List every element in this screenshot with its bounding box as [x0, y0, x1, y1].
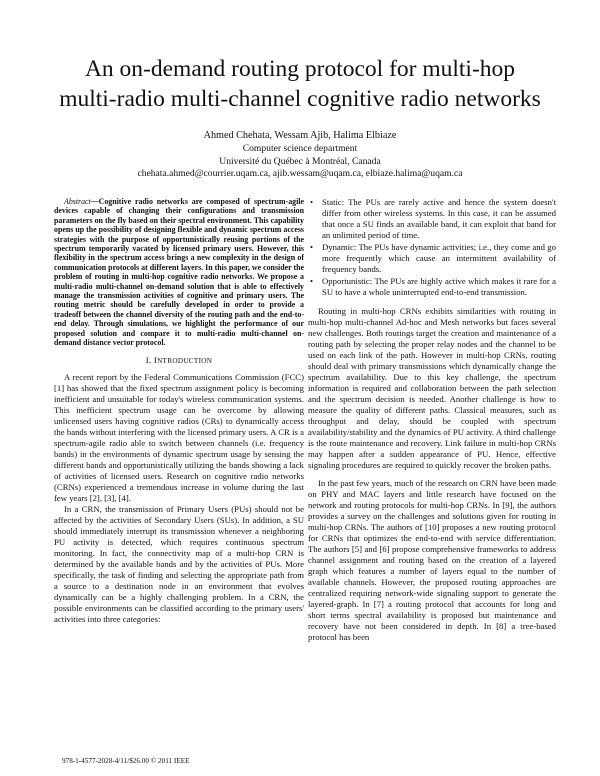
- list-item: [308, 276, 556, 298]
- abstract: [54, 197, 304, 348]
- right-paragraph-1: Routing in multi-hop CRNs exhibits similarities with routing in multi-hop multi-channel Ad-hoc and Mesh networks but faces several new challenges. Both routings target the creation and maintenance of a routing path by selecting the proper relay nodes and the channel to be used on each link of the path. However in multi-hop CRNs, routing should deal with primary transmissions which dynamically change the spectrum availability. Due to this key challenge, the spectrum information is required and collaboration between the path selection and the spectrum decision is needed. Another challenge is how to measure the quality of different paths. Classical measures, such as throughput and delay, should be coupled with spectrum availability/stability and the dynamics of PU activity. A third challenge is the route maintenance and recovery. Link failure in multi-hop CRNs may happen after a sudden appearance of PU. Hence, effective signaling procedures are required to quickly recover the broken paths.: [308, 306, 556, 470]
- bullet-icon: •: [310, 197, 314, 207]
- title-line-2: multi-radio multi-channel cognitive radio networks: [59, 86, 541, 112]
- paragraph-gap: [308, 471, 556, 478]
- bullet-icon: •: [310, 276, 314, 286]
- university: Université du Québec à Montréal, Canada: [219, 155, 381, 167]
- bullet-icon: •: [310, 242, 314, 252]
- list-item: [308, 197, 556, 241]
- right-column: [308, 197, 556, 643]
- department: Computer science department: [242, 142, 358, 154]
- section-heading-introduction: [54, 355, 304, 367]
- category-static: Static: The PUs are rarely active and hence the system doesn't differ from other wireless systems. In this case, it can be assumed that once a SU finds an available band, it can exploit that band for an unlimited period of time.: [322, 197, 556, 240]
- list-item: [308, 242, 556, 275]
- author-block: [30, 130, 570, 181]
- intro-paragraph-2: In a CRN, the transmission of Primary Users (PUs) should not be affected by the activities of Secondary Users (SUs). In addition, a SU should immediately interrupt its transmission whenever a neighboring PU activity is detected, which requires continuous spectrum monitoring. In fact, the connectivity map of a multi-hop CRN is determined by the available bands and by the activities of PUs. More specifically, the task of finding and selecting the appropriate path from a source to a destination node in an environment that evolves dynamically can be a highly challenging problem. In a CRN, the possible environments can be classified according to the primary users' activities into three categories:: [54, 503, 304, 624]
- category-opportunistic: Opportunistic: The PUs are highly active which makes it rare for a SU to have a whole uninterrupted end-to-end transmission.: [322, 276, 556, 297]
- abstract-lead: Abstract: [64, 197, 91, 206]
- environment-categories-list: [308, 197, 556, 298]
- author-names: Ahmed Chehata, Wessam Ajib, Halima Elbiaze: [203, 130, 397, 141]
- section-number: I. I: [145, 354, 158, 365]
- category-dynamic: Dynamic: The PUs have dynamic activities; i.e., they come and go more frequently which cause an intermittent availability of frequency bands.: [322, 242, 556, 274]
- left-column: [54, 197, 304, 625]
- copyright-footer: 978-1-4577-2028-4/11/$26.00 © 2011 IEEE: [62, 757, 190, 765]
- title-line-1: An on-demand routing protocol for multi-hop: [84, 56, 516, 82]
- paper-title: [30, 54, 570, 114]
- intro-paragraph-1: A recent report by the Federal Communications Commission (FCC) [1] has showed that the fixed spectrum assignment policy is becoming inefficient and unsuitable for today's wireless communication systems. This inefficient spectrum usage can be overcome by allowing unlicensed users having cognitive radios (CRs) to dynamically access the bands without interfering with the licensed primary users. A CR is a spectrum-agile radio able to switch between channels (i.e. frequency bands) in the environments of dynamic spectrum usage by sensing the different bands and opportunistically utilizing the bands showing a lack of activities of licensed users. Research on cognitive radio networks (CRNs) experienced a tremendous increase in volume during the last few years [2], [3], [4].: [54, 371, 304, 503]
- section-title: NTRODUCTION: [157, 356, 213, 365]
- abstract-body: —Cognitive radio networks are composed of spectrum-agile devices capable of changing their configurations and transmission parameters on the fly based on their spectral environment. This capability opens up the possibility of designing flexible and dynamic spectrum access strategies with the purpose of opportunistically reusing portions of the spectrum temporarily vacated by licensed primary users. However, this flexibility in the spectrum access brings a new complexity in the design of communication protocols at different layers. In this paper, we consider the problem of routing in multi-hop cognitive radio networks. We propose a multi-radio multi-channel on-demand solution that is able to effectively manage the transmission activities of cognitive and primary users. The routing metric should be carefully developed in order to provide a tradeoff between the channel diversity of the routing path and the end-to-end delay. Through simulations, we highlight the performance of our proposed solution and compare it to multi-radio multi-channel on-demand distance vector protocol.: [54, 197, 304, 348]
- author-emails: chehata.ahmed@courrier.uqam.ca, ajib.wessam@uqam.ca, elbiaze.halima@uqam.ca: [137, 168, 463, 180]
- right-paragraph-2: In the past few years, much of the research on CRN have been made on PHY and MAC layers and little research have focused on the network and routing protocols for multi-hop CRNs. In [9], the authors provides a survey on the challenges and solutions given for routing in multi-hop CRNs. The authors of [10] proposes a new routing protocol for CRNs that optimizes the end-to-end with service differentiation. The authors [5] and [6] propose comprehensive frameworks to address channel assignment and routing based on the creation of a layered graph which features a number of layers equal to the number of available channels. However, the proposed routing approaches are centralized requiring network-wide signaling support to generate the layered-graph. In [7] a routing protocol that accounts for long and short terms spectral availability is proposed but maintenance and recovery have not been considered in depth. In [8] a tree-based protocol has been: [308, 478, 556, 642]
